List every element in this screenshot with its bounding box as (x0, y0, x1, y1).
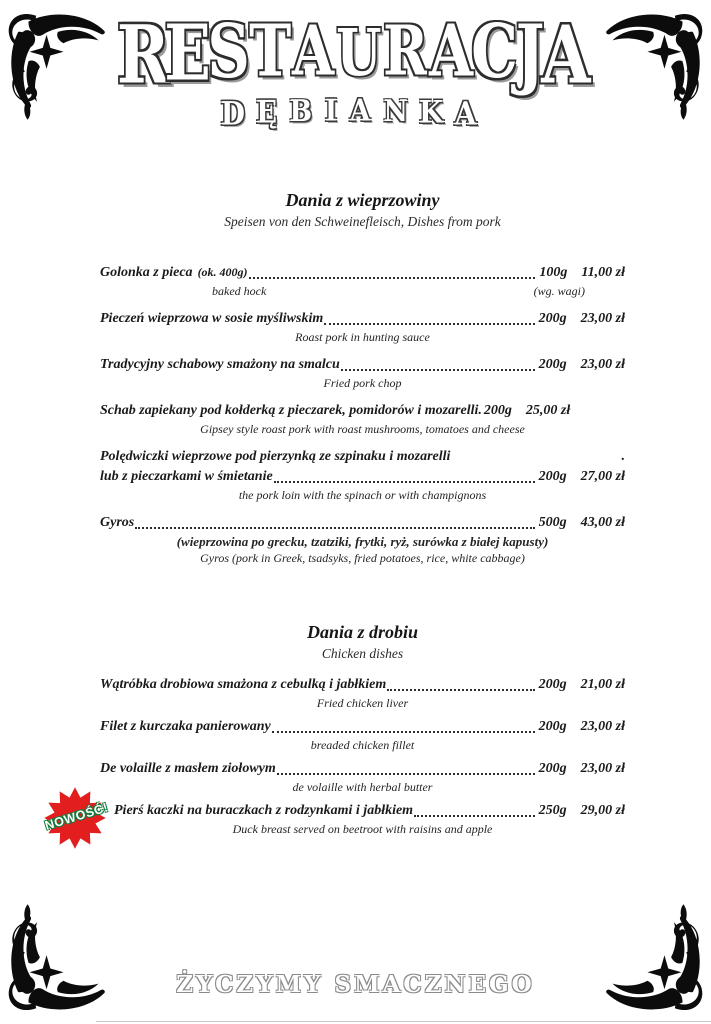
menu-item (100, 401, 625, 437)
dot-leader (272, 731, 535, 733)
restaurant-logo (0, 9, 711, 133)
item-name: Tradycyjny schabowy smażony na smalcu (100, 357, 340, 372)
item-weight: 200g (538, 719, 567, 734)
section-title: Dania z wieprzowiny (285, 190, 440, 210)
dot-leader (414, 815, 535, 817)
item-price: 23,00 zł (580, 719, 625, 734)
dot-leader (274, 481, 535, 483)
item-desc: baked hock (212, 284, 267, 298)
footer-greeting: ŻYCZYMY SMACZNEGO (176, 971, 535, 998)
new-item-badge (42, 786, 108, 850)
item-weight: 200g (538, 761, 567, 776)
item-name: Pierś kaczki na buraczkach z rodzynkami i jabłkiem (114, 803, 414, 818)
section-title: Dania z drobiu (306, 622, 419, 642)
corner-flourish-icon (603, 901, 707, 1019)
section-subtitle: Chicken dishes (321, 646, 404, 661)
item-desc: de volaille with herbal butter (292, 780, 433, 794)
item-name: Gyros (100, 515, 135, 530)
item-price: 21,00 zł (580, 677, 625, 692)
menu-item (100, 513, 625, 566)
dot-leader (277, 773, 535, 775)
menu-item (100, 447, 625, 503)
item-weight: 250g (538, 803, 567, 818)
item-weight: 100g (539, 265, 568, 280)
item-desc: Duck breast served on beetroot with raisins and apple (232, 822, 493, 836)
menu-item (100, 759, 625, 795)
item-weight: 500g (538, 515, 567, 530)
badge-label: NOWOŚĆ! (43, 800, 110, 833)
item-weight: 200g (538, 469, 567, 484)
item-weight: 200g (538, 357, 567, 372)
section-pork (100, 190, 625, 566)
item-name: Pieczeń wieprzowa w sosie myśliwskim (100, 311, 324, 326)
item-desc: Gyros (pork in Greek, tsadsyks, fried potatoes, rice, white cabbage) (200, 551, 525, 565)
section-chicken (43, 622, 625, 837)
item-note: (ok. 400g) (197, 265, 248, 279)
corner-flourish-icon (4, 901, 108, 1019)
item-weight: 200g (538, 311, 567, 326)
item-price: 43,00 zł (580, 515, 625, 530)
menu-item (43, 800, 625, 837)
item-desc: Fried chicken liver (316, 696, 409, 710)
item-price: 23,00 zł (580, 761, 625, 776)
item-price: 25,00 zł (525, 403, 571, 418)
item-price: 29,00 zł (580, 803, 625, 818)
weight-note: (wg. wagi) (533, 284, 585, 298)
dot-leader (249, 277, 536, 279)
item-weight: 200g (538, 677, 567, 692)
menu-body (43, 190, 625, 843)
item-name: Golonka z pieca (100, 265, 193, 280)
menu-item (100, 309, 625, 345)
item-name: Filet z kurczaka panierowany (100, 719, 271, 734)
item-price: 23,00 zł (580, 311, 625, 326)
item-price: 27,00 zł (580, 469, 625, 484)
item-price: 23,00 zł (580, 357, 625, 372)
dot-leader (324, 323, 534, 325)
item-name: Wątróbka drobiowa smażona z cebulką i jabłkiem (100, 677, 387, 692)
logo-subtitle: DĘBIANKA (220, 94, 491, 133)
menu-item (100, 262, 625, 299)
dot-leader (387, 689, 534, 691)
item-name: Schab zapiekany pod kołderką z pieczarek, pomidorów i mozarelli. (100, 403, 482, 418)
menu-item (100, 717, 625, 753)
section-subtitle: Speisen von den Schweinefleisch, Dishes from pork (224, 214, 501, 229)
item-name-line-end: . (621, 449, 625, 464)
logo-title: RESTAURACJA (116, 9, 595, 103)
item-desc: Gipsey style roast pork with roast mushrooms, tomatoes and cheese (200, 422, 525, 436)
menu-item (100, 355, 625, 391)
item-name: De volaille z masłem ziołowym (100, 761, 276, 776)
item-desc: Fried pork chop (323, 376, 402, 390)
dot-leader (341, 369, 535, 371)
bottom-rule (96, 1021, 711, 1022)
item-weight: 200g (483, 403, 512, 418)
item-name: lub z pieczarkami w śmietanie (100, 469, 273, 484)
item-desc: breaded chicken fillet (310, 738, 415, 752)
item-price: 11,00 zł (581, 265, 625, 280)
dot-leader (135, 527, 534, 529)
item-desc-pl: (wieprzowina po grecku, tzatziki, frytki, ryż, surówka z białej kapusty) (176, 534, 549, 549)
menu-item (100, 675, 625, 711)
item-name: Polędwiczki wieprzowe pod pierzynką ze szpinaku i mozarelli (100, 449, 451, 464)
item-desc: the pork loin with the spinach or with champignons (238, 488, 487, 502)
item-desc: Roast pork in hunting sauce (295, 330, 430, 344)
